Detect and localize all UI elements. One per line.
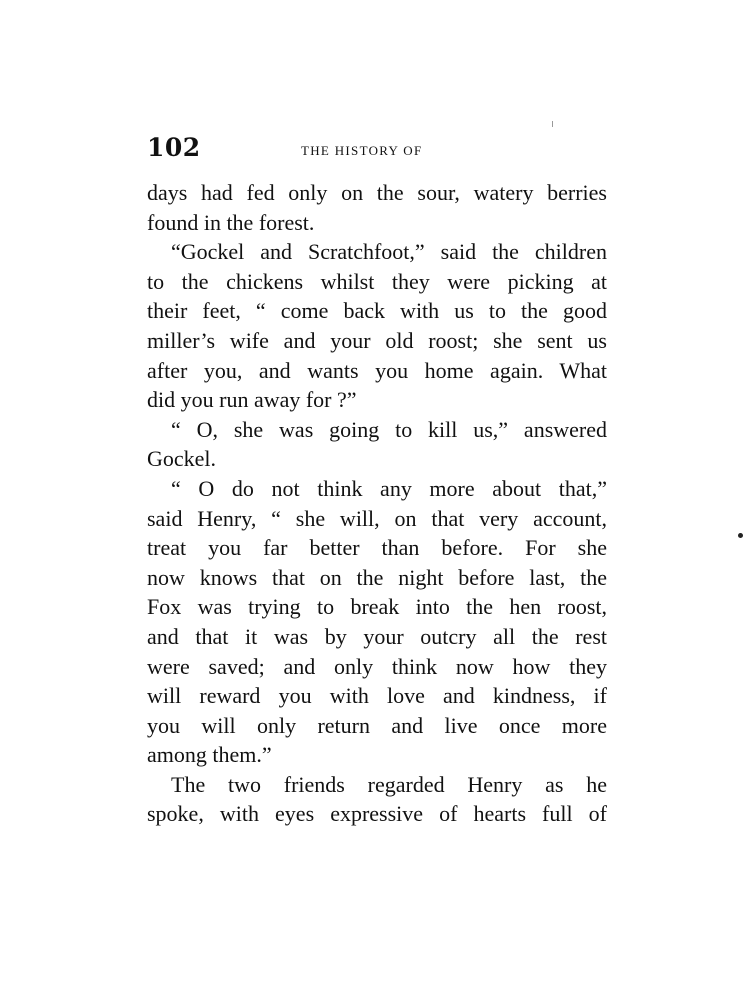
text-line: did you run away for ?” bbox=[147, 387, 357, 413]
body-text bbox=[147, 178, 607, 829]
text-line: spoke, with eyes expressive of hearts full of bbox=[147, 801, 607, 827]
text-line: after you, and wants you home again. What bbox=[147, 357, 607, 383]
text-line: “Gockel and Scratchfoot,” said the children bbox=[171, 239, 607, 265]
text-line: miller’s wife and your old roost; she sent us bbox=[147, 327, 607, 353]
page-number: 102 bbox=[147, 133, 201, 162]
text-line: among them.” bbox=[147, 742, 272, 768]
running-head: THE HISTORY OF bbox=[301, 143, 423, 158]
text-line: will reward you with love and kindness, if bbox=[147, 683, 607, 709]
text-line: days had fed only on the sour, watery berries bbox=[147, 180, 607, 205]
text-line: Fox was trying to break into the hen roost, bbox=[147, 594, 607, 620]
text-line: The two friends regarded Henry as he bbox=[171, 771, 607, 797]
text-line: were saved; and only think now how they bbox=[147, 653, 607, 679]
text-line: to the chickens whilst they were picking at bbox=[147, 268, 607, 294]
ink-speck bbox=[552, 121, 553, 127]
page-header bbox=[147, 133, 607, 167]
text-line: treat you far better than before. For she bbox=[147, 535, 607, 561]
text-line: their feet, “ come back with us to the good bbox=[147, 298, 607, 324]
text-line: “ O do not think any more about that,” bbox=[171, 475, 607, 501]
text-line: and that it was by your outcry all the rest bbox=[147, 623, 607, 649]
ink-speck bbox=[738, 533, 743, 538]
text-line: “ O, she was going to kill us,” answered bbox=[171, 416, 607, 442]
text-line: now knows that on the night before last, the bbox=[147, 564, 607, 590]
text-line: found in the forest. bbox=[147, 209, 315, 235]
text-line: you will only return and live once more bbox=[147, 712, 607, 738]
text-line: Gockel. bbox=[147, 446, 217, 472]
text-line: said Henry, “ she will, on that very account, bbox=[147, 505, 607, 531]
